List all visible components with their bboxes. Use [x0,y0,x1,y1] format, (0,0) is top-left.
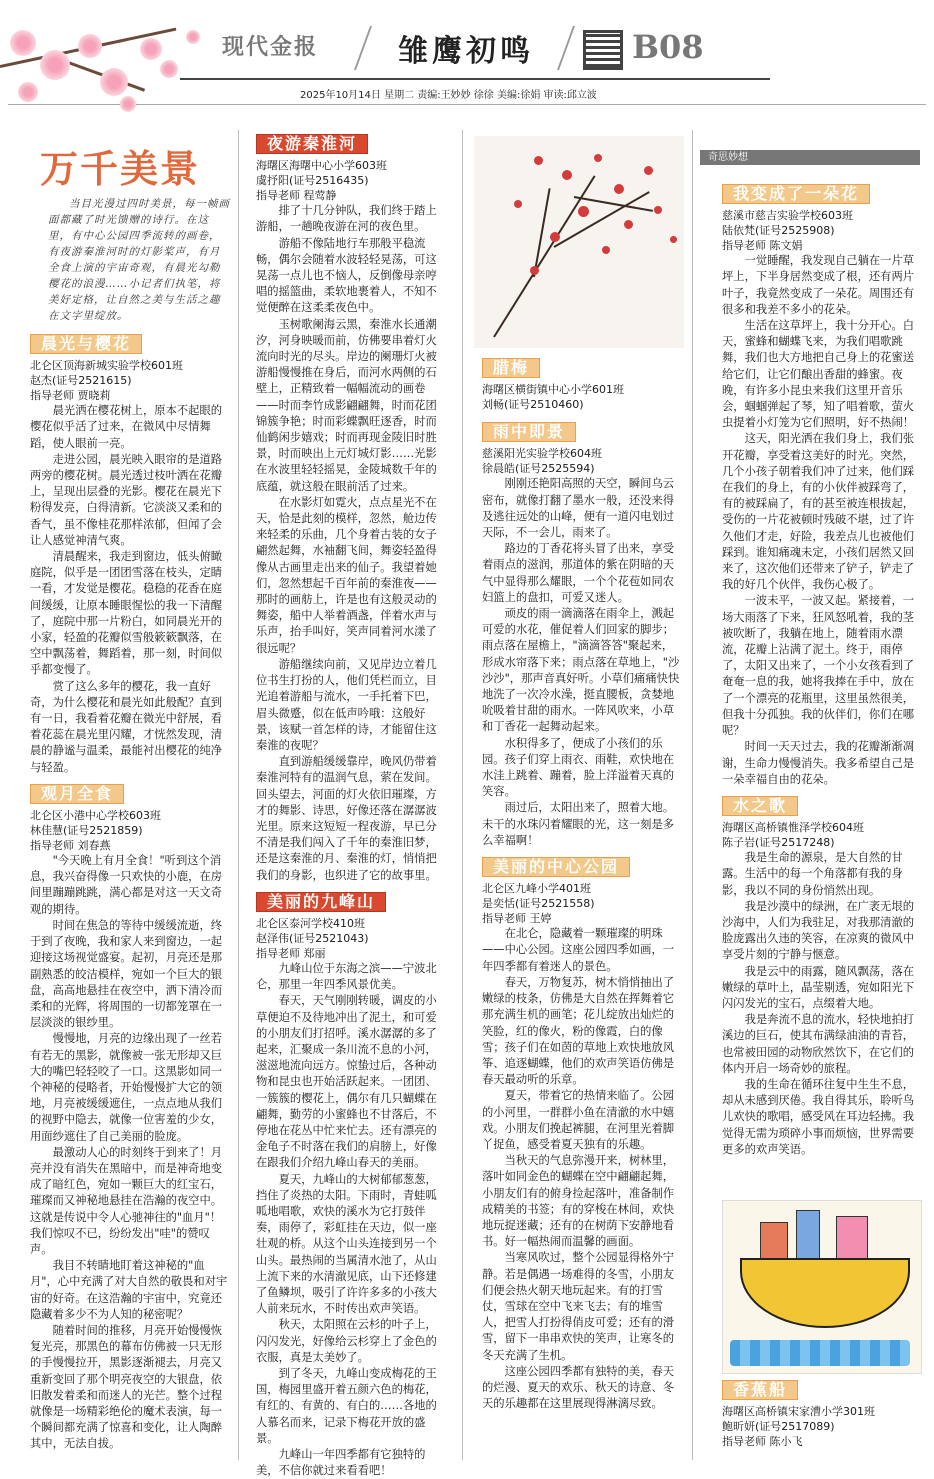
author: 虞抒阳(证号2516435) [256,174,369,188]
drawing-waves [730,1340,910,1366]
school: 慈溪市慈吉实验学校603班 [722,209,853,223]
school: 海曙区高桥镇宋家漕小学301班 [722,1405,875,1419]
author: 徐晨皓(证号2525594) [482,462,595,476]
school: 北仑区九峰小学401班 [482,882,591,896]
author: 是奕恬(证号2521558) [482,897,595,911]
column-3 [482,358,682,1412]
teacher: 指导老师 王婷 [482,912,552,926]
teacher: 指导老师 程莺静 [256,189,337,203]
school: 海曙区横街镇中心小学601班 [482,383,624,397]
paragraph: 时间在焦急的等待中缓缓流逝，终于到了夜晚，我和家人来到窗边，一起迎接这场视觉盛宴。起初，月亮还是那副熟悉的皎洁模样，宛如一个巨大的银盘，高高地悬挂在夜空中，洒下清冷而柔和的光辉，将周围的一切都笼罩在一层淡淡的银纱里。 [30,918,223,1030]
teacher: 指导老师 陈小飞 [722,1435,803,1449]
masthead-divider [557,26,575,70]
section-title: 香蕉船 [722,1380,798,1400]
paragraph: 到了冬天，九峰山变成梅花的王国，梅园里盛开着五颜六色的梅花，有红的、有黄的、有白的……各地的人慕名而来，记录下梅花开放的盛景。 [256,1367,437,1445]
section-title: 夜游秦淮河 [256,134,368,154]
column-1 [30,334,228,1453]
sidebar-label: 奇思妙想 [700,150,920,165]
paragraph: 在北仑，隐藏着一颗璀璨的明珠——中心公园。这座公园四季如画，一年四季都有着迷人的景色。 [482,927,675,973]
cherry-blossom-illustration [0,20,210,140]
paragraph: 刚刚还艳阳高照的天空，瞬间乌云密布，就像打翻了墨水一般，还没来得及逃往远处的山峰，便有一道闪电划过天际，不一会儿，雨来了。 [482,477,675,540]
section-title: 晨光与樱花 [30,334,142,354]
teacher: 指导老师 刘春燕 [30,839,111,853]
paragraph: 我的生命在循环往复中生生不息，却从未感到厌倦。我自得其乐，聆听鸟儿欢快的歌唱，感受风在耳边轻拂。我觉得无需为琐碎小事而烦恼，世界需要更多的欢声笑语。 [722,1077,915,1156]
column-divider [462,130,463,1460]
paragraph: 当寒风吹过，整个公园显得格外宁静。若是偶遇一场难得的冬雪，小朋友们便会热火朝天地玩起来。有的打雪仗，雪球在空中飞来飞去；有的堆雪人，把雪人打扮得俏皮可爱；还有的滑雪，留下一串串欢快的笑声，让寒冬的冬天充满了生机。 [482,1251,675,1362]
author: 陈子岩(证号2517248) [722,836,835,850]
paragraph: 清晨醒来，我走到窗边，低头俯瞰庭院，似乎是一团团雪落在枝头，定睛一看，才发觉是樱花。稳稳的花香在庭间缓缓，让原本睡眼惺忪的我一下清醒了，庭院中那一片粉白，如同晨光开的小家，轻盈的花瓣似雪般簌簌飘落，在空中飘荡着，舞蹈着，那一刻，时间似乎都变慢了。 [30,550,223,677]
author: 赵泽伟(证号2521043) [256,931,369,945]
masthead-divider [354,26,372,70]
paragraph: 生活在这草坪上，我十分开心。白天，蜜蜂和蝴蝶飞来，为我们唱歌跳舞，我们也大方地把自己身上的花蜜送给它们，让它们酿出香甜的蜂蜜。夜晚，有许多小昆虫来我们这里开音乐会，蝈蝈弹起了琴，知了唱着歌，萤火虫提着小灯笼为它们照明，好不热闹！ [722,319,915,430]
paragraph: 在水影灯如霓火，点点星光不在天，恰是此刻的模样，忽然，舱边传来轻柔的乐曲，几个身着古装的女子翩然起舞，水袖翻飞间，舞姿轻盈得像从古画里走出来的仙子。我望着她们，忽然想起千百年前的秦淮夜——那时的画舫上，许是也有这般灵动的舞姿，船中人举着酒盏，伴着水声与乐声，抬手叫好，笑声同着河水漾了很远呢？ [256,495,437,655]
paragraph: 赏了这么多年的樱花，我一直好奇，为什么樱花和晨光如此般配？直到有一日，我看着花瓣在微光中舒展，看着花蕊在晨光里闪耀，才恍然发现，清晨的静谧与温柔，最能衬出樱花的纯净与轻盈。 [30,679,223,774]
paragraph: 游船继续向前，又见岸边立着几位书生打扮的人，他们凭栏而立，目光追着游船与流水，一手托着下巴，眉头微蹙，似在低声吟哦：这般好景，该赋一首怎样的诗，才能留住这秦淮的夜呢？ [256,657,437,752]
paragraph: 一波未平，一波又起。紧接着，一场大雨落了下来，狂风怒吼着，我的茎被吹断了，我躺在地上，随着雨水漂流，花瓣上沾满了泥土。终于，雨停了，太阳又出来了，一个小女孩看到了奄奄一息的我，她将我捧在手中，放在了一个漂亮的花瓶里，这里虽然很美，但我十分孤独。我的伙伴们，你们在哪呢？ [722,594,915,738]
school: 北仑区顶海新城实验学校601班 [30,359,183,373]
paragraph: 当秋天的气息弥漫开来，树林里，落叶如同金色的蝴蝶在空中翩翩起舞，小朋友们有的俯身捡起落叶，准备制作成精美的书签；有的穿梭在林间，欢快地玩捉迷藏；还有的在树荫下安静地看书。好一幅热闹而温馨的画面。 [482,1154,675,1249]
paper-name: 现代金报 [222,35,319,60]
paragraph: 夏天，带着它的热情来临了。公园的小河里，一群群小鱼在清澈的水中嬉戏。小朋友们挽起裤腿，在河里光着脚丫捉鱼，感受着夏天独有的乐趣。 [482,1089,675,1151]
feature-title: 万千美景 [40,146,201,191]
school: 海曙区高桥镇惟泽学校604班 [722,821,864,835]
paragraph: 顽皮的雨一滴滴落在雨伞上，溅起可爱的水花，催促着人们回家的脚步；雨点落在屋檐上，"滴滴答答"聚起来，形成水帘落下来；雨点落在草地上，"沙沙沙"，那声音真好听。小草们痛痛快快地洗了一次冷水澡，挺直腰板，贪婪地吮吸着甘甜的雨水。一阵风吹来，小草和丁香花一起舞动起来。 [482,607,680,734]
drawing-house [796,1210,820,1264]
teacher: 指导老师 郑丽 [256,946,326,960]
section-title: 腊梅 [482,358,540,378]
author: 鲍昕妍(证号2517089) [722,1420,835,1434]
paragraph: 九峰山一年四季都有它独特的美，不信你就过来看看吧！ [256,1448,426,1478]
school: 北仑区小港中心学校603班 [30,809,161,823]
paragraph: 直到游船缓缓靠岸，晚风仍带着秦淮河特有的温润气息，萦在发间。回头望去，河面的灯火依旧璀璨，方才的舞影、诗思，好像还落在潺潺波光里。原来这短短一程夜游，早已分不清是我们闯入了千年的秦淮旧梦，还是这秦淮的月、秦淮的灯，悄悄把我们的身影，也织进了它的故事里。 [256,755,437,882]
column-divider [692,130,693,1460]
paragraph: 走进公园，晨光映入眼帘的是道路两旁的樱花树。晨光透过枝叶洒在花瓣上，呈现出层叠的光影。樱花在晨光下粉得发亮，白得清新。它淡淡又柔和的香气，虽不像桂花那样浓郁，但闻了会让人感觉神清气爽。 [30,452,223,547]
page-code: B08 [632,28,704,66]
feature-intro: 当目光漫过四时美景，每一帧画面都藏了时光馈赠的诗行。在这里，有中心公园四季流转的画卷，有夜游秦淮河时的灯影桨声，有月全食上演的宇宙奇观，有晨光勾勒樱花的浪漫……小记者们执笔，将美好定格，让自然之美与生活之趣在文字里绽放。 [48,198,230,322]
paragraph: 最激动人心的时刻终于到来了！月亮并没有消失在黑暗中，而是神奇地变成了暗红色，宛如一颗巨大的红宝石，璀璨而又神秘地悬挂在浩瀚的夜空中。这就是传说中令人心驰神往的"血月"！我们惊叹不已，纷纷发出"哇"的赞叹声。 [30,1145,223,1256]
paragraph: 我是奔流不息的流水，轻快地拍打溪边的巨石，使其布满绿油油的青苔，也常被田园的动物欣然饮下，在它们的体内开启一场奇妙的旅程。 [722,1013,915,1075]
banana-article [722,1380,920,1449]
paragraph: 时间一天天过去，我的花瓣渐渐凋谢，生命力慢慢消失。我多希望自己是一朵幸福自由的花朵。 [722,740,915,786]
paragraph: 我是沙漠中的绿洲，在广袤无垠的沙海中，人们为我驻足，对我那清澈的脸庞露出久违的笑容，在凉爽的微风中享受片刻的宁静与惬意。 [722,899,915,962]
paragraph: 随着时间的推移，月亮开始慢慢恢复光亮，那黑色的幕布仿佛被一只无形的手慢慢拉开，黑影逐渐褪去，月亮又重新变回了那个明亮夜空的大银盘，依旧散发着柔和而迷人的光芒。整个过程就像是一场精彩绝伦的魔术表演，每一个瞬间都充满了惊喜和变化，让人陶醉其中，无法自拔。 [30,1323,223,1451]
section-title: 观月全食 [30,784,124,804]
paragraph: 夏天，九峰山的大树郁郁葱葱，挡住了炎热的太阳。下雨时，青蛙呱呱地唱歌，欢快的溪水为它打鼓伴奏，雨停了，彩虹挂在天边，似一座壮观的桥。从这个山头连接到另一个山头。最热闹的当属清水池了，从山上流下来的水清澈见底，山下还修建了鱼鳞坝，吸引了许许多多的小孩大人前来玩水，不时传出欢声笑语。 [256,1172,437,1316]
author: 刘畅(证号2510460) [482,398,584,412]
school: 海曙区海曙中心小学603班 [256,159,387,173]
section-title: 我变成了一朵花 [722,184,870,204]
teacher: 指导老师 贾晓莉 [30,389,111,403]
paragraph: 这座公园四季都有独特的美，春天的烂漫、夏天的欢乐、秋天的诗意、冬天的乐趣都在这里展现得淋漓尽致。 [482,1364,675,1411]
column-divider [238,130,239,1460]
paragraph: 我目不转睛地盯着这神秘的"血月"，心中充满了对大自然的敬畏和对宇宙的好奇。在这浩瀚的宇宙中，究竟还隐藏着多少不为人知的秘密呢？ [30,1259,228,1321]
paragraph: 春天，万物复苏，树木悄悄抽出了嫩绿的枝条，仿佛是大自然在挥舞着它那充满生机的画笔；花儿绽放出灿烂的笑脸，红的像火，粉的像霞，白的像雪；孩子们在如茵的草地上欢快地放风筝、追逐蝴蝶，他们的欢声笑语仿佛是春天最动听的乐章。 [482,975,675,1087]
paragraph: 秋天，太阳照在云杉的叶子上，闪闪发光，好像给云杉穿上了金色的衣服，真是太美妙了。 [256,1318,437,1364]
school: 北仑区泰河学校410班 [256,916,365,930]
paragraph: 游船不像陆地行车那般平稳流畅，偶尔会随着水波轻轻晃荡，可这晃荡一点儿也不恼人，反倒像母亲哼唱的摇篮曲，柔软地裹着人，不知不觉便醉在这柔柔夜色中。 [256,236,437,315]
paragraph: 路边的丁香花将头冒了出来，享受着雨点的滋润，那道体的紫在阴暗的天气中显得那么耀眼，一个个花苞如同农妇篮上的盘扣，可爱又迷人。 [482,542,675,604]
paragraph: 春天，天气刚刚转暖，调皮的小草便迫不及待地冲出了泥土，和可爱的小朋友们打招呼。溪水潺潺的多了起来，汇聚成一条川流不息的小河，滋滋地流向远方。惊蛰过后，各种动物和昆虫也开始活跃起来。一团团、一簇簇的樱花上，偶尔有几只蝴蝶在翩舞，勤劳的小蜜蜂也不甘落后，不停地在花丛中忙来忙去。还有漂亮的金龟子不时落在我们的肩膀上，好像在跟我们介绍九峰山春天的美丽。 [256,994,437,1170]
section-title: 水之歌 [722,796,798,816]
author: 陆依梵(证号2525908) [722,224,835,238]
author: 赵杰(证号2521615) [30,374,132,388]
section-title: 美丽的中心公园 [482,857,630,877]
drawing-house [836,1216,868,1264]
qr-code-icon[interactable] [583,30,623,70]
paragraph: 晨光洒在樱花树上，原本不起眼的樱花似乎活了过来，在微风中尽情舞蹈，使人眼前一亮。 [30,404,223,450]
dateline: 2025年10月14日 星期二 责编:王妙妙 徐徐 美编:徐娟 审读:邱立波 [300,90,597,101]
paragraph: 排了十几分钟队，我们终于踏上游船，一趟晚夜游在河的夜色里。 [256,204,437,234]
paragraph: 这天，阳光洒在我们身上，我们张开花瓣，享受着这美好的时光。突然，几个小孩子朝着我们冲了过来，他们踩在我们的身上，有的小伙伴被踩弯了，有的被踩扁了，有的甚至被连根拔起，受伤的一片花被顿时残破不堪，过了许久他们才走，好险，我差点儿也被他们踩到。谁知痛魂未定，小孩们居然又回来了，这次他们还带来了铲子，铲走了我的好几个伙伴，我伤心极了。 [722,432,915,592]
paragraph: 慢慢地，月亮的边缘出现了一丝若有若无的黑影，就像被一张无形却又巨大的嘴巴轻轻咬了一口。这黑影如同一个神秘的侵略者，开始慢慢扩大它的领地，月亮被缓缓遮住，一点点地从我们的视野中隐去，就像一位害羞的少女，用面纱遮住了自己美丽的脸庞。 [30,1032,223,1143]
paragraph: 我是生命的源泉，是大自然的甘露。生活中的每一个角落都有我的身影，我以不同的身份悄然出现。 [722,851,903,897]
author: 林佳慧(证号2521859) [30,824,143,838]
masthead-rule [180,78,770,80]
paragraph: 水积得多了，便成了小孩们的乐园。孩子们穿上雨衣、雨鞋，欢快地在水洼上跳着、蹦着，脸上洋溢着天真的笑容。 [482,736,675,799]
school: 慈溪阳光实验学校604班 [482,447,602,461]
paragraph: 九峰山位于东海之滨——宁波北仑，那里一年四季风景优美。 [256,961,437,992]
section-title: 雨中即景 [482,422,576,442]
column-2 [256,134,448,1479]
paragraph: "今天晚上有月全食！"听到这个消息，我兴奋得像一只欢快的小鹿，在房间里蹦蹦跳跳，满心都是对这一天文奇观的期待。 [30,854,223,916]
plum-blossom-painting [474,136,684,348]
column-4 [722,184,920,1158]
paragraph: 一觉睡醒，我发现自己躺在一片草坪上，下半身居然变成了根，还有两片叶子，我竟然变成了一朵花。周围还有很多和我差不多小的花朵。 [722,254,915,316]
section-title: 美丽的九峰山 [256,892,386,912]
column-name: 雏鹰初鸣 [398,34,534,69]
paragraph: 雨过后，太阳出来了，照着大地。未干的水珠闪着耀眼的光，这一刻是多么幸福啊！ [482,801,675,847]
paragraph: 玉树歌阑海云黑，秦淮水长通潮汐，河身映暖而前，仿佛要串着灯火流向时光的尽头。岸边的阑珊灯火被游船慢慢推在身后，而河水两侧的石壁上，正精致着一幅幅流动的画卷——时而李竹成影翩翩舞，时而花团锦簇争艳；时而彩蝶飘旺逐香，时而仙鹤闲步嬉戏；时而再现金陵旧时胜景，时而映出上元灯城灯影……光影在水波里轻轻摇晃，金陵城数千年的底蕴，就这般在眼前活了过来。 [256,317,437,493]
teacher: 指导老师 陈文娟 [722,239,803,253]
paragraph: 我是云中的雨露，随风飘荡，落在嫩绿的草叶上，晶莹剔透，宛如阳光下闪闪发光的宝石，点缀着大地。 [722,964,915,1010]
